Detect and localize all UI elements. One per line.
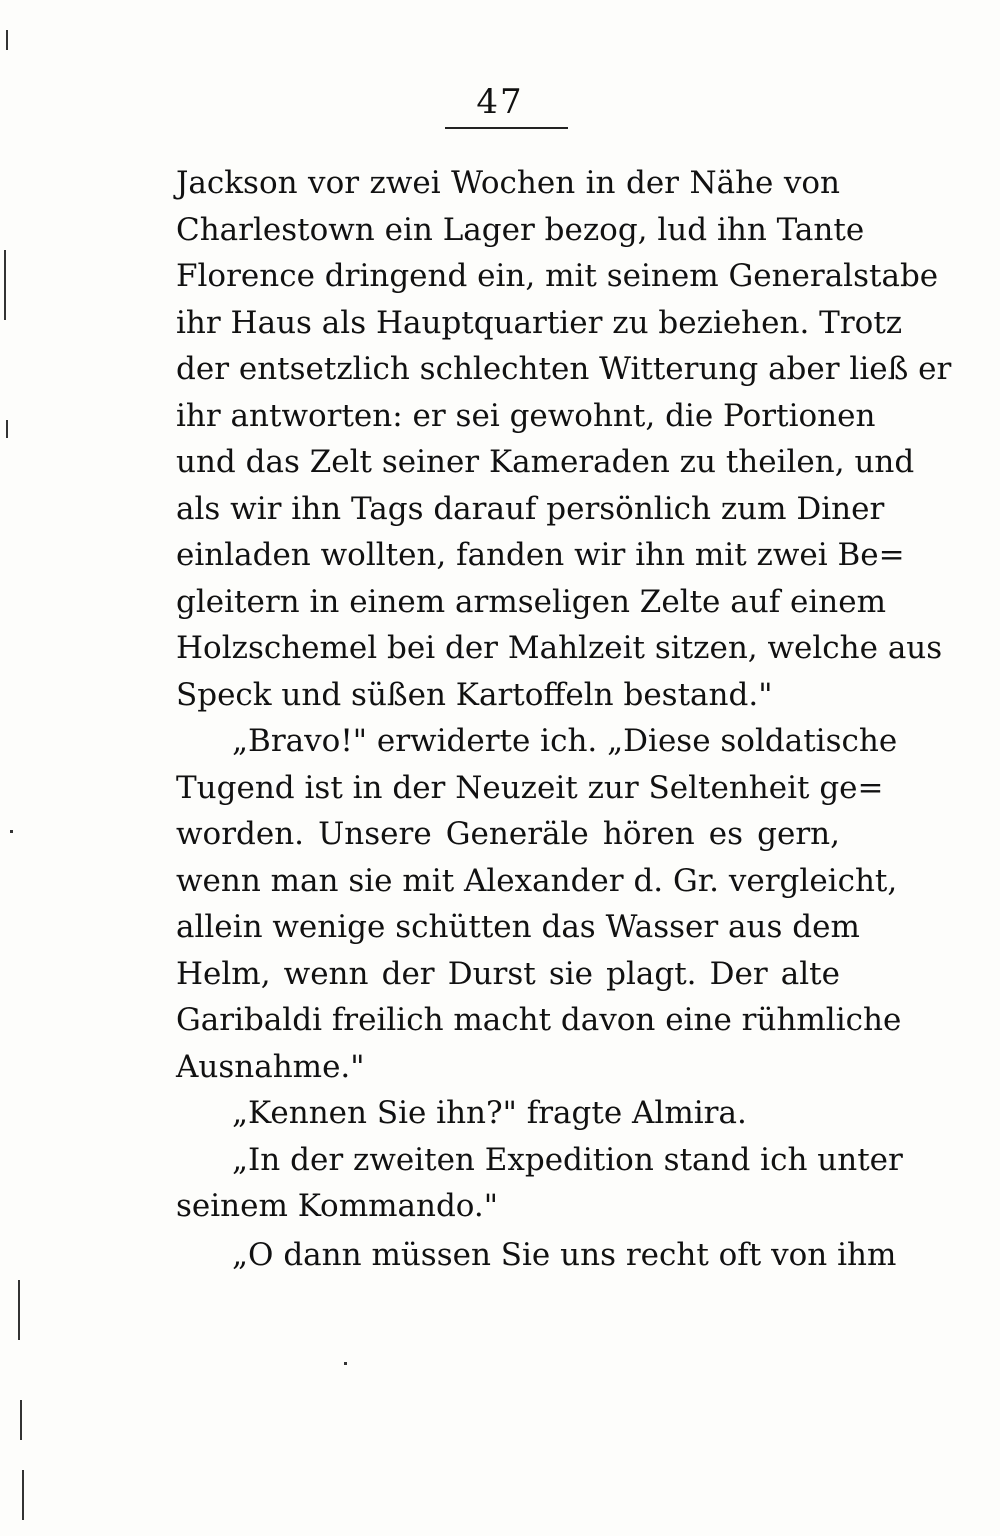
- text-line: seinem Kommando.": [176, 1188, 499, 1224]
- scan-artifact: [344, 1362, 347, 1365]
- text-line: ihr antworten: er sei gewohnt, die Portionen: [176, 397, 876, 434]
- text-line: Holzschemel bei der Mahlzeit sitzen, welche aus: [176, 630, 943, 666]
- text-line: „Kennen Sie ihn?" fragte Almira.: [232, 1095, 747, 1131]
- text-line: „Bravo!" erwiderte ich. „Diese soldatische: [232, 723, 898, 759]
- scan-artifact: [6, 30, 8, 50]
- text-line: „In der zweiten Expedition stand ich unter: [232, 1141, 903, 1178]
- scan-artifact: [6, 420, 8, 438]
- page-number: 47: [476, 82, 524, 122]
- text-line: und das Zelt seiner Kameraden zu theilen, und: [176, 444, 915, 480]
- text-line: allein wenige schütten das Wasser aus dem: [176, 909, 860, 945]
- body-text: [176, 160, 952, 1278]
- text-line: Charlestown ein Lager bezog, lud ihn Tante: [176, 211, 865, 248]
- text-line: Jackson vor zwei Wochen in der Nähe von: [176, 165, 840, 201]
- scan-artifact: [4, 250, 6, 320]
- text-line: einladen wollten, fanden wir ihn mit zwei Be=: [176, 537, 905, 573]
- text-line: ihr Haus als Hauptquartier zu beziehen. Trotz: [176, 304, 903, 341]
- text-line: Tugend ist in der Neuzeit zur Seltenheit ge=: [176, 769, 884, 806]
- text-line: Garibaldi freilich macht davon eine rühmliche: [176, 1002, 902, 1038]
- scan-artifact: [18, 1280, 20, 1340]
- text-line: wenn man sie mit Alexander d. Gr. vergleicht,: [176, 862, 898, 899]
- text-line: gleitern in einem armseligen Zelte auf einem: [176, 583, 887, 620]
- text-line: Ausnahme.": [176, 1048, 365, 1085]
- text-line: als wir ihn Tags darauf persönlich zum Diner: [176, 490, 885, 527]
- scan-artifact: [22, 1470, 24, 1520]
- text-line: der entsetzlich schlechten Witterung aber ließ er: [176, 351, 952, 387]
- scan-artifact: [20, 1400, 22, 1440]
- scan-artifact: [10, 830, 13, 833]
- page-number-rule: [445, 127, 568, 129]
- text-line: Speck und süßen Kartoffeln bestand.": [176, 676, 773, 713]
- text-line: worden. Unsere Generäle hören es gern,: [176, 816, 840, 852]
- text-line: „O dann müssen Sie uns recht oft von ihm: [232, 1236, 897, 1273]
- text-line: Florence dringend ein, mit seinem Generalstabe: [176, 258, 939, 294]
- text-line: Helm, wenn der Durst sie plagt. Der alte: [176, 955, 840, 992]
